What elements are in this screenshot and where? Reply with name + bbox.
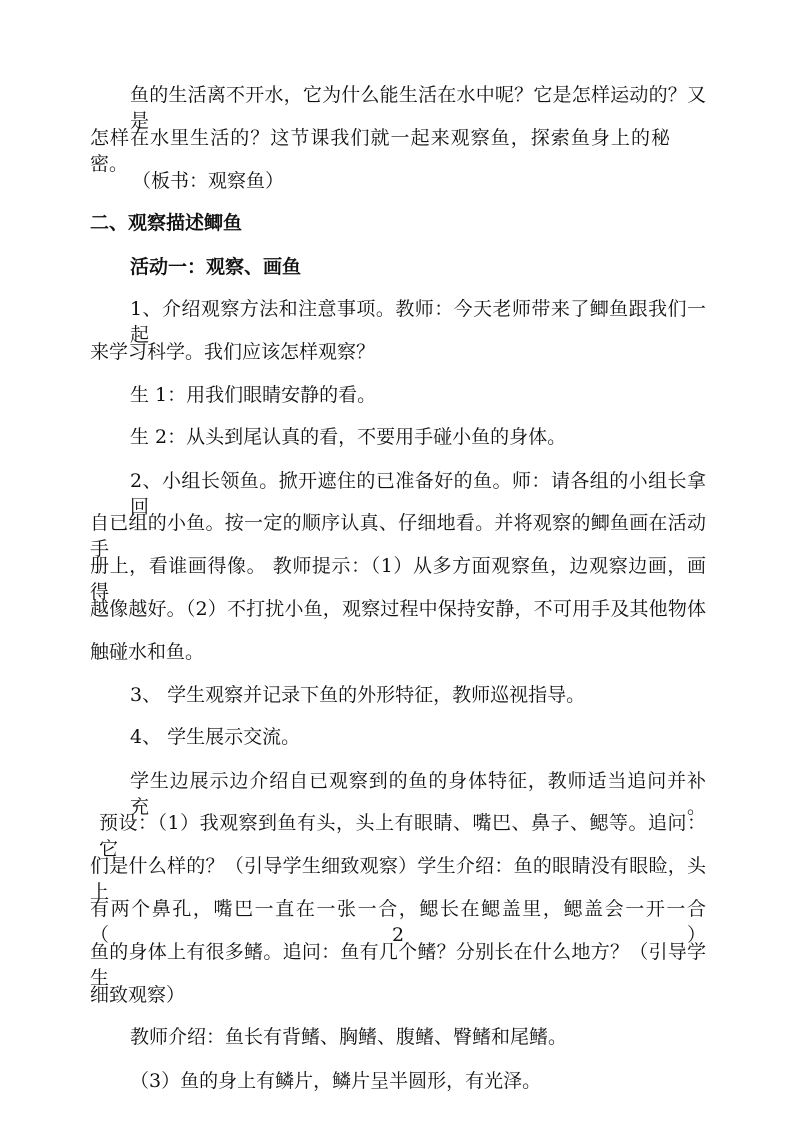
paragraph-line: 2、小组长领鱼。掀开遮住的已准备好的鱼。师：请各组的小组长拿回 xyxy=(130,470,706,518)
blackboard-note: （板书：观察鱼） xyxy=(132,170,285,192)
paragraph-line: 1、介绍观察方法和注意事项。教师：今天老师带来了鲫鱼跟我们一起 xyxy=(130,298,706,346)
activity-heading: 活动一：观察、画鱼 xyxy=(130,256,302,278)
paragraph-line: 来学习科学。我们应该怎样观察？ xyxy=(90,341,376,363)
paragraph-line: 有两个鼻孔，嘴巴一直在一张一合，鳃长在鳃盖里，鳃盖会一开一合 （2） xyxy=(90,898,706,946)
paragraph-line: 细致观察） xyxy=(90,984,186,1006)
paragraph-line: 鱼的身体上有很多鳍。追问：鱼有几个鳍？分别长在什么地方？（引导学生 xyxy=(90,941,706,989)
paragraph-line: 教师介绍：鱼长有背鳍、胸鳍、腹鳍、臀鳍和尾鳍。 xyxy=(130,1026,568,1048)
list-item: 3、 学生观察并记录下鱼的外形特征，教师巡视指导。 xyxy=(130,684,586,706)
paragraph-line: 预设：（1）我观察到鱼有头，头上有眼睛、嘴巴、鼻子、鳃等。追问：它 xyxy=(99,812,706,860)
paragraph-line: 册上，看谁画得像。 教师提示：（1）从多方面观察鱼，边观察边画，画得 xyxy=(90,555,706,603)
section-heading: 二、观察描述鲫鱼 xyxy=(90,212,243,234)
paragraph-line: 们是什么样的？（引导学生细致观察）学生介绍：鱼的眼睛没有眼睑，头上 xyxy=(90,855,706,903)
paragraph-line: 自已组的小鱼。按一定的顺序认真、仔细地看。并将观察的鲫鱼画在活动手 xyxy=(90,512,706,560)
paragraph-line: 触碰水和鱼。 xyxy=(90,641,205,663)
list-item: 4、 学生展示交流。 xyxy=(130,726,301,748)
paragraph-line: （3）鱼的身上有鳞片，鳞片呈半圆形，有光泽。 xyxy=(130,1070,542,1092)
student-answer: 生 1：用我们眼睛安静的看。 xyxy=(130,384,377,406)
student-answer: 生 2：从头到尾认真的看，不要用手碰小鱼的身体。 xyxy=(130,426,567,448)
paragraph-line: 鱼的生活离不开水，它为什么能生活在水中呢？它是怎样运动的？又是 xyxy=(130,84,706,132)
paragraph-line: 怎样在水里生活的？这节课我们就一起来观察鱼，探索鱼身上的秘密。 xyxy=(90,127,670,175)
paragraph-line: 越像越好。（2）不打扰小鱼，观察过程中保持安静，不可用手及其他物体 xyxy=(90,598,706,620)
paragraph-line: 学生边展示边介绍自已观察到的鱼的身体特征，教师适当追问并补充。 xyxy=(130,770,706,818)
